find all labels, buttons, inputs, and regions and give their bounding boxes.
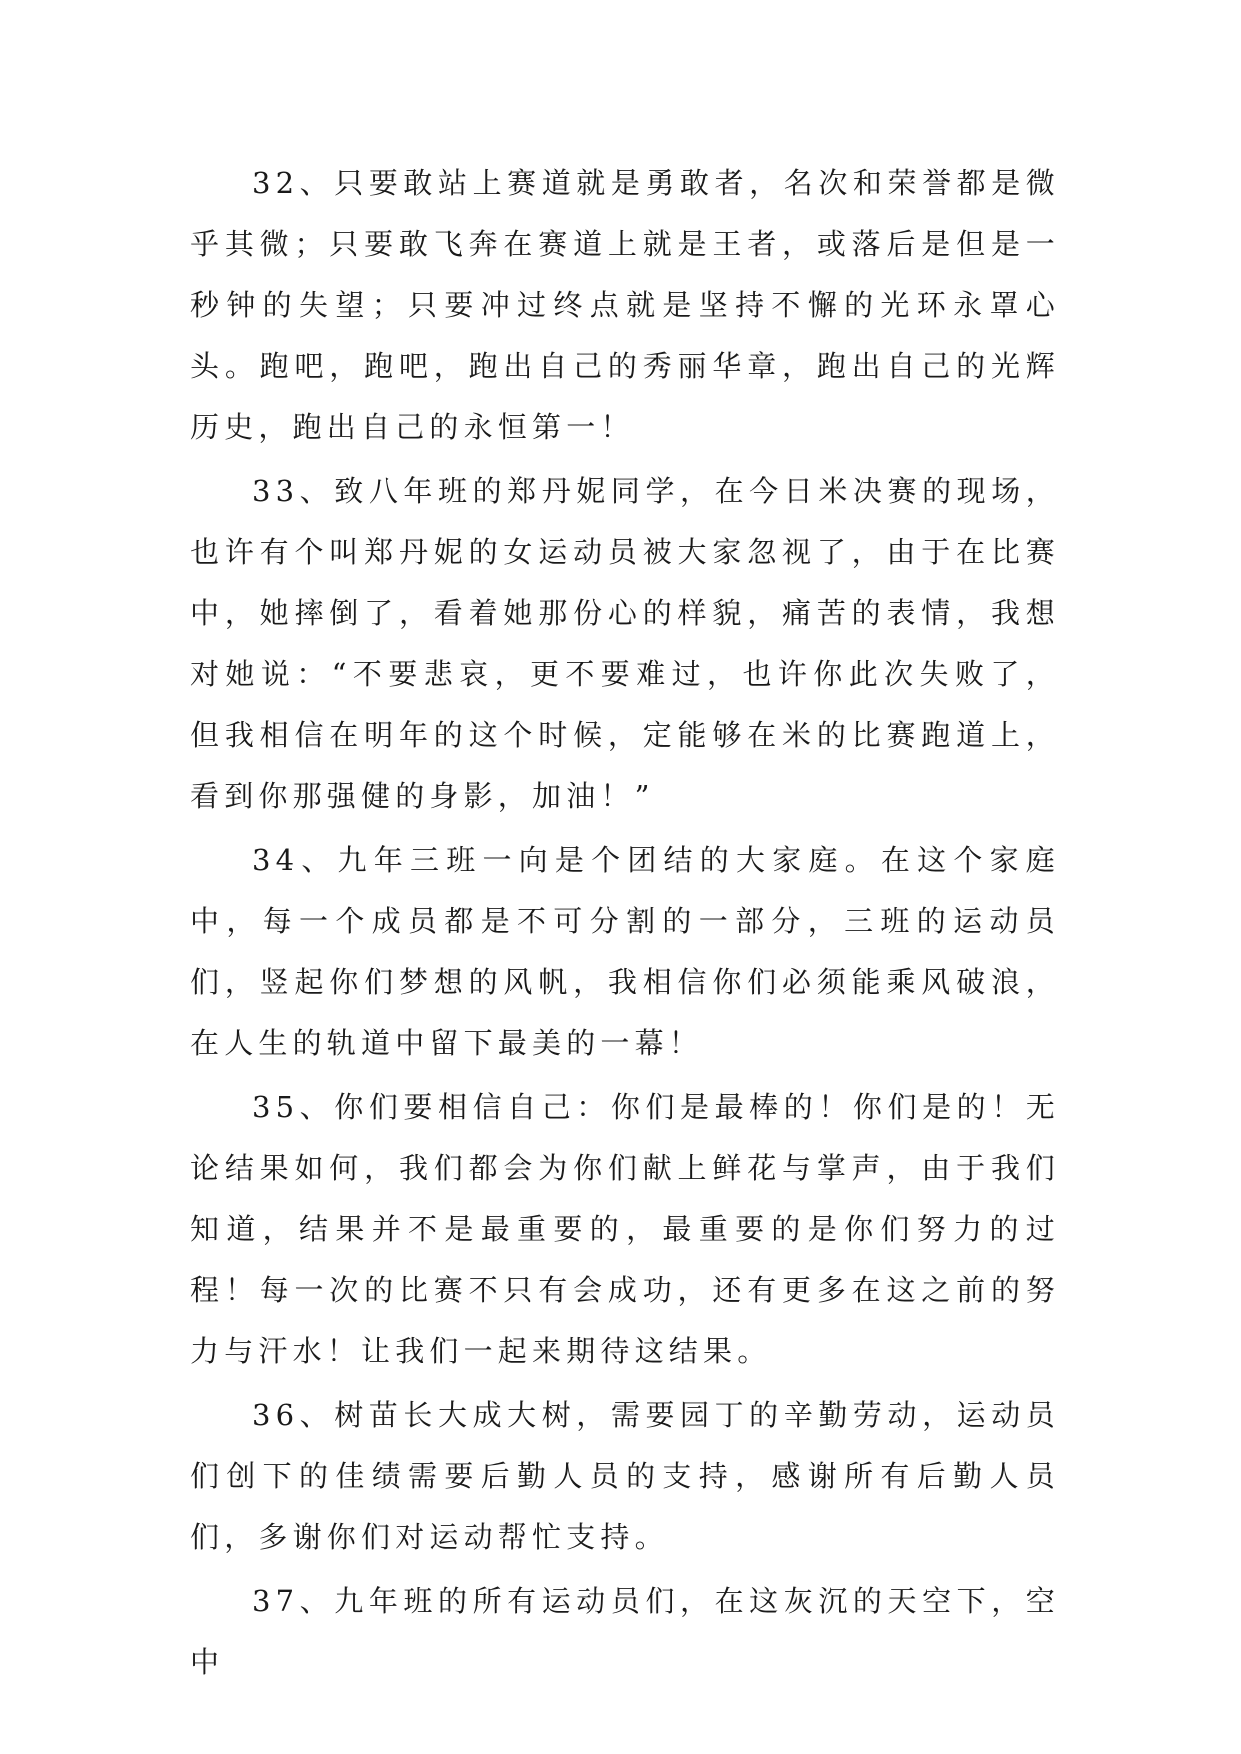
document-body [190, 153, 1060, 1696]
paragraph-35: 35、你们要相信自己：你们是最棒的！你们是的！无论结果如何，我们都会为你们献上鲜花与掌声，由于我们知道，结果并不是最重要的，最重要的是你们努力的过程！每一次的比赛不只有会成功，还有更多在这之前的努力与汗水！让我们一起来期待这结果。 [190, 1090, 1060, 1368]
paragraph-36: 36、树苗长大成大树，需要园丁的辛勤劳动，运动员们创下的佳绩需要后勤人员的支持，感谢所有后勤人员们，多谢你们对运动帮忙支持。 [190, 1398, 1060, 1554]
paragraph-32: 32、只要敢站上赛道就是勇敢者，名次和荣誉都是微乎其微；只要敢飞奔在赛道上就是王者，或落后是但是一秒钟的失望；只要冲过终点就是坚持不懈的光环永罩心头。跑吧，跑吧，跑出自己的秀丽华章，跑出自己的光辉历史，跑出自己的永恒第一！ [190, 166, 1060, 444]
paragraph-33: 33、致八年班的郑丹妮同学，在今日米决赛的现场，也许有个叫郑丹妮的女运动员被大家忽视了，由于在比赛中，她摔倒了，看着她那份心的样貌，痛苦的表情，我想对她说：“不要悲哀，更不要难过，也许你此次失败了，但我相信在明年的这个时候，定能够在米的比赛跑道上，看到你那强健的身影，加油！” [190, 474, 1060, 813]
paragraph-37: 37、九年班的所有运动员们，在这灰沉的天空下，空中 [190, 1584, 1060, 1679]
paragraph-34: 34、九年三班一向是个团结的大家庭。在这个家庭中，每一个成员都是不可分割的一部分，三班的运动员们，竖起你们梦想的风帆，我相信你们必须能乘风破浪，在人生的轨道中留下最美的一幕！ [190, 843, 1060, 1060]
